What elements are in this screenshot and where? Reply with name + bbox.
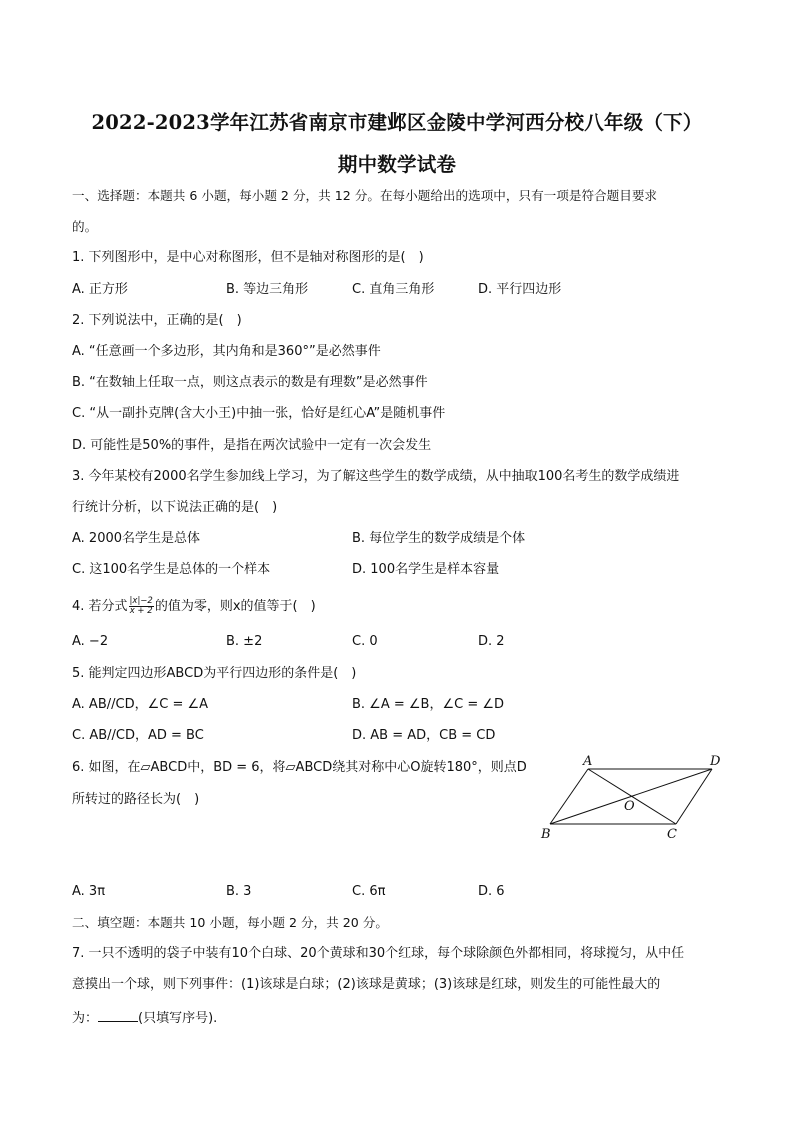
q3-option-d: D. 100名学生是样本容量 <box>352 562 500 577</box>
q4-stem <box>72 597 316 616</box>
q5-stem: 5. 能判定四边形ABCD为平行四边形的条件是( ) <box>72 666 357 681</box>
q6-option-d: D. 6 <box>478 884 505 899</box>
q1-option-b: B. 等边三角形 <box>226 282 309 297</box>
q6-option-a: A. 3π <box>72 884 106 899</box>
q2-option-d: D. 可能性是50%的事件，是指在两次试验中一定有一次会发生 <box>72 438 432 453</box>
label-c: C <box>667 827 677 842</box>
section1-header-line2: 的。 <box>72 219 98 234</box>
q1-option-d: D. 平行四边形 <box>478 282 562 297</box>
q1-stem: 1. 下列图形中，是中心对称图形，但不是轴对称图形的是( ) <box>72 250 424 265</box>
q4-fraction-numerator: |x|−2 <box>129 596 153 606</box>
q5-option-b: B. ∠A = ∠B，∠C = ∠D <box>352 697 505 712</box>
q2-stem: 2. 下列说法中，正确的是( ) <box>72 313 242 328</box>
q4-option-d: D. 2 <box>478 634 505 649</box>
q6-option-c: C. 6π <box>352 884 386 899</box>
q4-stem-before: 4. 若分式 <box>72 599 128 614</box>
parallelogram-lines <box>550 769 712 824</box>
q4-option-a: A. −2 <box>72 634 109 649</box>
section2-header: 二、填空题：本题共 10 小题，每小题 2 分，共 20 分。 <box>72 915 388 930</box>
edge-dc <box>676 769 712 824</box>
label-d: D <box>710 754 721 769</box>
q4-fraction <box>129 597 154 616</box>
q6-option-b: B. 3 <box>226 884 252 899</box>
q3-option-c: C. 这100名学生是总体的一个样本 <box>72 562 271 577</box>
q4-stem-after: 的值为零，则x的值等于( ) <box>154 599 316 614</box>
q7-line3-after: (只填写序号). <box>138 1011 218 1026</box>
q6-stem-line1: 6. 如图，在▱ABCD中，BD = 6，将▱ABCD绕其对称中心O旋转180°，则点D <box>72 760 527 775</box>
q7-line1: 7. 一只不透明的袋子中装有10个白球、20个黄球和30个红球，每个球除颜色外都相同，将球搅匀，从中任 <box>72 946 685 961</box>
q5-option-c: C. AB//CD，AD = BC <box>72 728 204 743</box>
section1-header-line1: 一、选择题：本题共 6 小题，每小题 2 分，共 12 分。在每小题给出的选项中，只有一项是符合题目要求 <box>72 188 658 203</box>
q3-option-a: A. 2000名学生是总体 <box>72 531 201 546</box>
q4-fraction-denominator: x + 2 <box>129 606 153 616</box>
q5-option-a: A. AB//CD，∠C = ∠A <box>72 697 209 712</box>
exam-title-line1: 2022-2023学年江苏省南京市建邺区金陵中学河西分校八年级（下） <box>91 111 703 134</box>
q7-line3-before: 为： <box>72 1011 99 1026</box>
q3-stem-line2: 行统计分析，以下说法正确的是( ) <box>72 500 278 515</box>
label-b: B <box>541 827 551 842</box>
q4-option-c: C. 0 <box>352 634 378 649</box>
q2-option-a: A. “任意画一个多边形，其内角和是360°”是必然事件 <box>72 344 381 359</box>
edge-ab <box>550 769 588 824</box>
label-a: A <box>583 754 593 769</box>
q1-option-a: A. 正方形 <box>72 282 128 297</box>
q6-stem-line2: 所转过的路径长为( ) <box>72 792 200 807</box>
q1-option-c: C. 直角三角形 <box>352 282 435 297</box>
label-o: O <box>624 799 635 814</box>
q4-option-b: B. ±2 <box>226 634 263 649</box>
q7-line3 <box>72 1009 217 1027</box>
parallelogram-figure <box>536 752 726 844</box>
q7-answer-blank[interactable] <box>98 1009 138 1022</box>
exam-title-line2: 期中数学试卷 <box>337 153 457 176</box>
diagonal-bd <box>550 769 712 824</box>
q7-line2: 意摸出一个球，则下列事件：(1)该球是白球；(2)该球是黄球；(3)该球是红球，则发生的可能性最大的 <box>72 977 661 992</box>
q2-option-c: C. “从一副扑克牌(含大小王)中抽一张，恰好是红心A”是随机事件 <box>72 406 446 421</box>
q2-option-b: B. “在数轴上任取一点，则这点表示的数是有理数”是必然事件 <box>72 375 428 390</box>
q5-option-d: D. AB = AD，CB = CD <box>352 728 496 743</box>
q3-stem-line1: 3. 今年某校有2000名学生参加线上学习，为了解这些学生的数学成绩，从中抽取100名考生的数学成绩进 <box>72 469 680 484</box>
q3-option-b: B. 每位学生的数学成绩是个体 <box>352 531 526 546</box>
